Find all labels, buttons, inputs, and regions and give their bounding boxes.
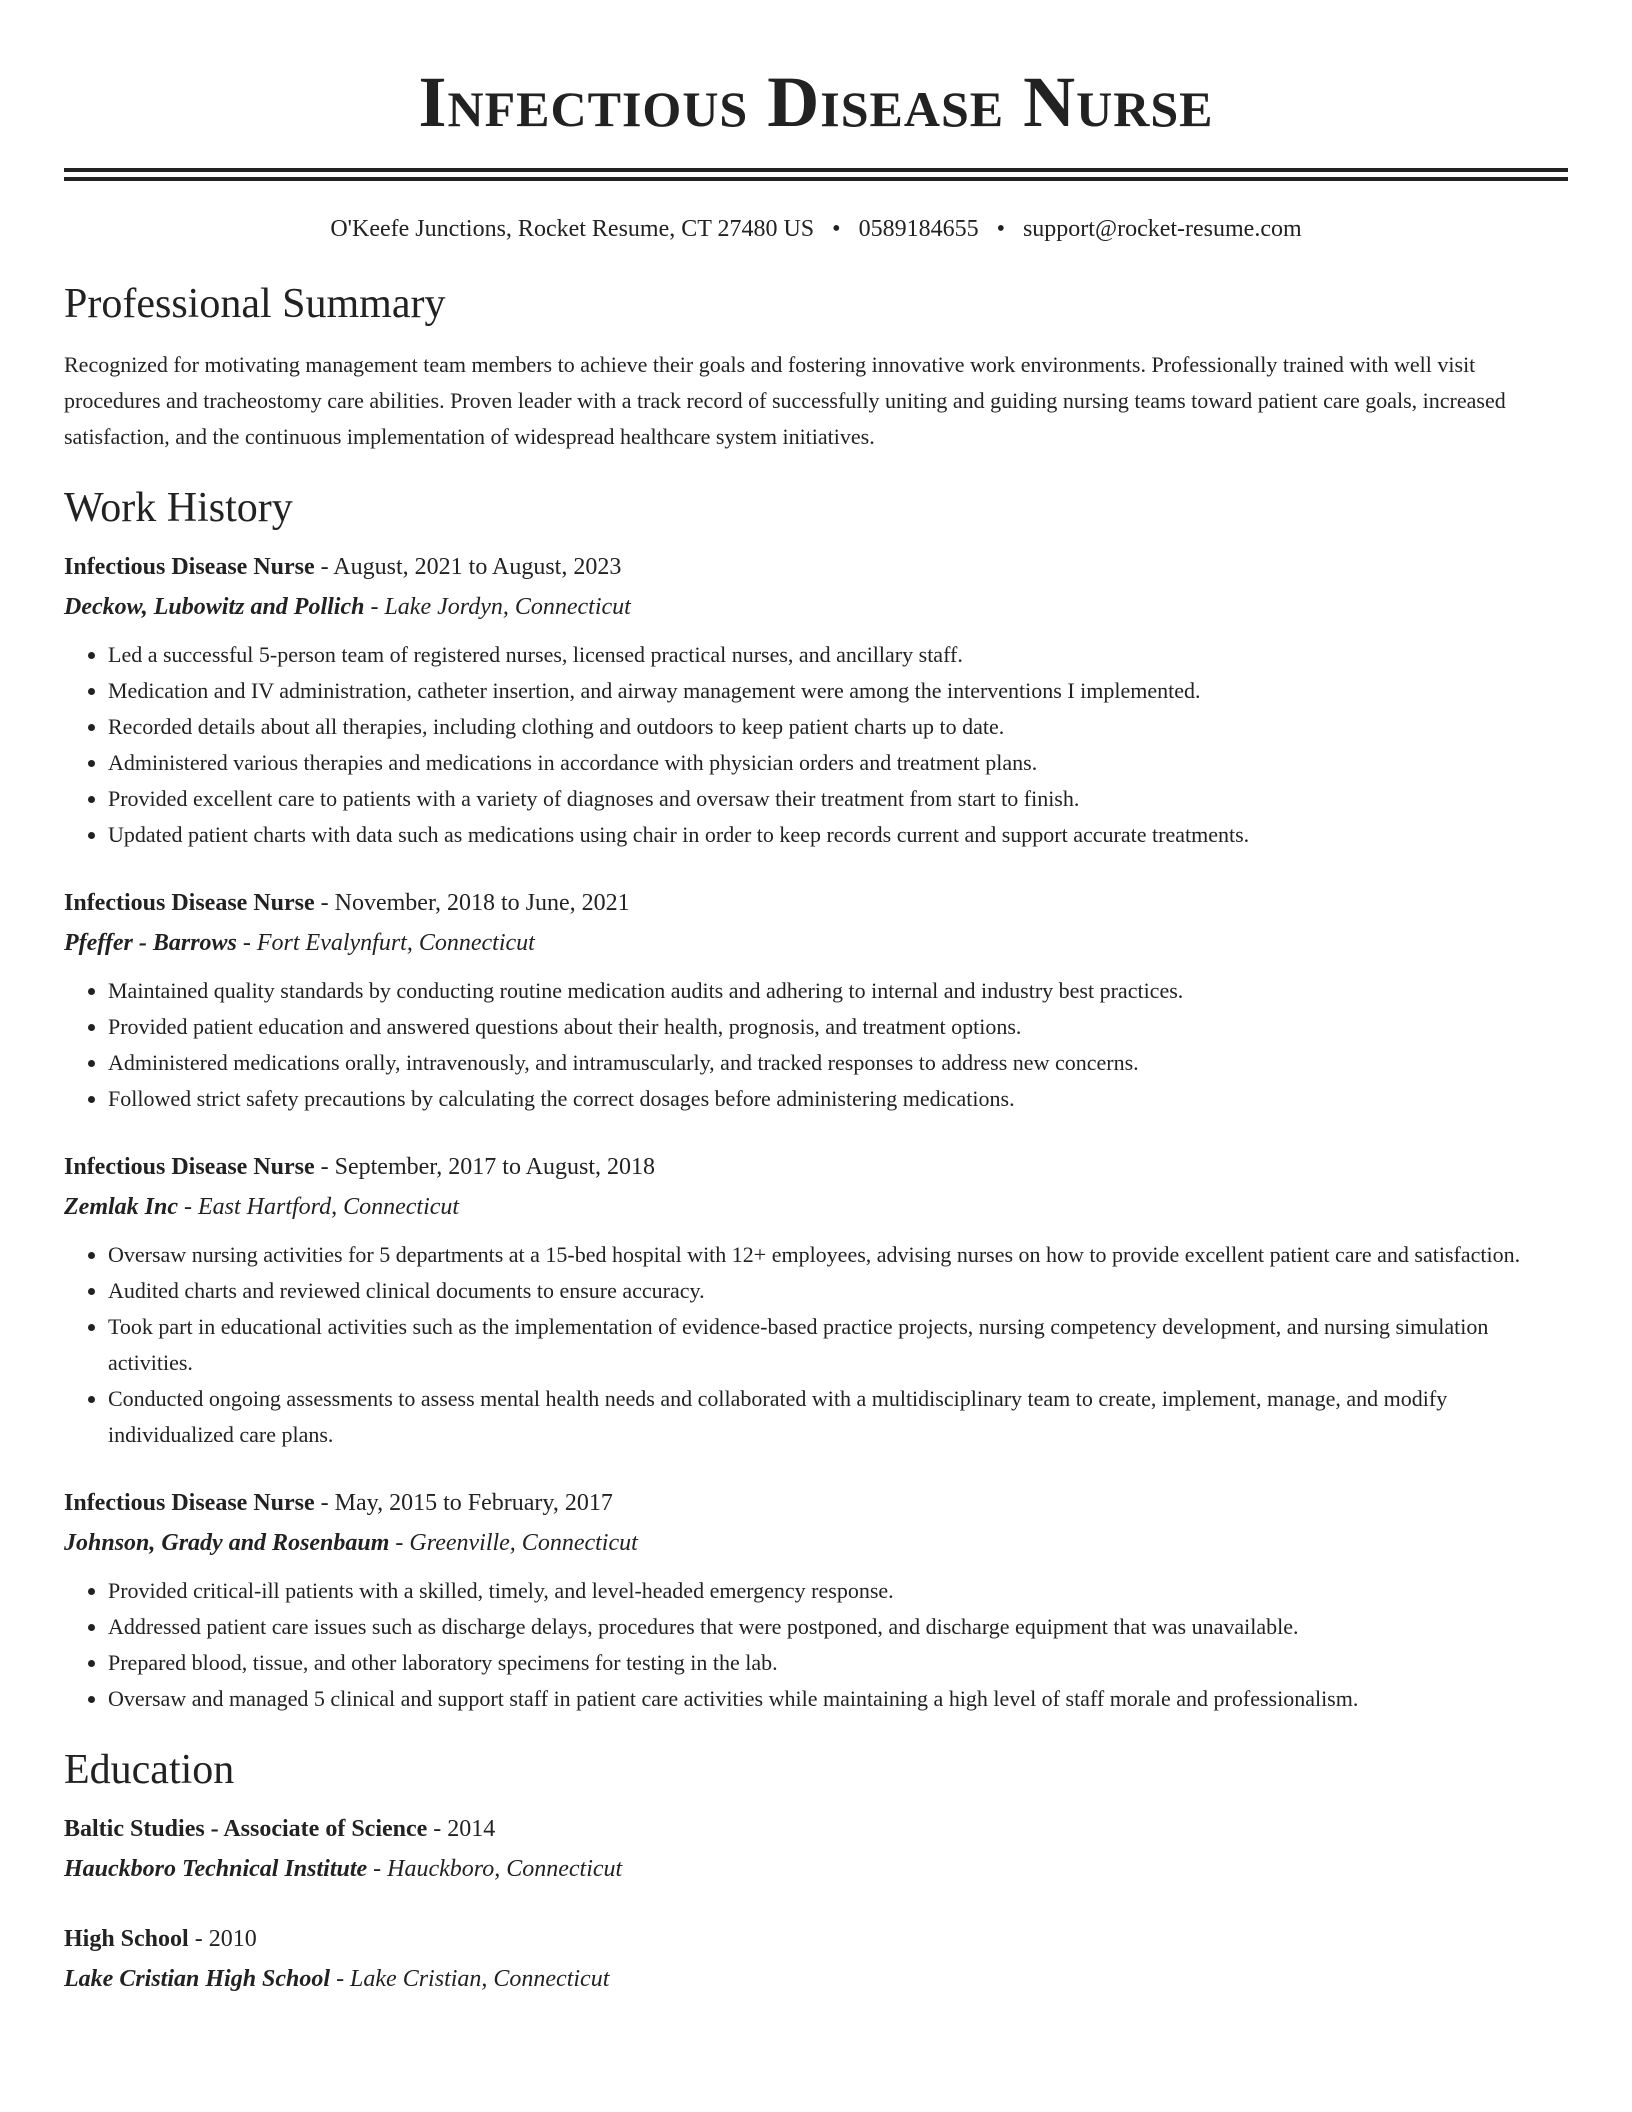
- employer-location: - Lake Jordyn, Connecticut: [364, 594, 631, 620]
- employer-location: - Fort Evalynfurt, Connecticut: [236, 930, 535, 956]
- header-rule-bottom: [64, 177, 1568, 181]
- contact-line: [64, 213, 1568, 245]
- job-bullet: • Conducted ongoing assessments to assess mental health needs and collaborated with a multidisciplinary team to create, implement, manage, and modify individualized care plans.: [108, 1381, 1568, 1453]
- job-title-line: [64, 883, 1568, 923]
- job-bullets: [64, 1573, 1568, 1717]
- degree-name: Baltic Studies - Associate of Science: [64, 1816, 428, 1842]
- job-bullets: [64, 973, 1568, 1117]
- job-dates: - September, 2017 to August, 2018: [314, 1154, 655, 1180]
- school-location: - Lake Cristian, Connecticut: [330, 1966, 610, 1992]
- employer-name: Pfeffer - Barrows: [64, 930, 237, 956]
- resume-page: [64, 0, 1568, 1999]
- school-name: Lake Cristian High School: [64, 1966, 331, 1992]
- job-title: Infectious Disease Nurse: [64, 554, 315, 580]
- work-history-heading: Work History: [64, 485, 293, 531]
- job-bullet: • Provided excellent care to patients with a variety of diagnoses and oversaw their treatment from start to finish.: [108, 781, 1568, 817]
- job-entry: [64, 1147, 1568, 1453]
- contact-separator: •: [996, 216, 1005, 242]
- job-dates: - November, 2018 to June, 2021: [314, 890, 630, 916]
- candidate-name: Infectious Disease Nurse: [418, 62, 1214, 142]
- job-bullet: • Updated patient charts with data such as medications using chair in order to keep records current and support accurate treatments.: [108, 817, 1568, 853]
- school-name: Hauckboro Technical Institute: [64, 1856, 368, 1882]
- job-entry: [64, 547, 1568, 853]
- job-bullet: • Recorded details about all therapies, including clothing and outdoors to keep patient charts up to date.: [108, 709, 1568, 745]
- degree-name: High School: [64, 1926, 189, 1952]
- job-bullets: [64, 1237, 1568, 1453]
- job-entry: [64, 883, 1568, 1117]
- job-title: Infectious Disease Nurse: [64, 1154, 315, 1180]
- job-title: Infectious Disease Nurse: [64, 890, 315, 916]
- job-bullets: [64, 637, 1568, 853]
- contact-email: support@rocket-resume.com: [1022, 216, 1302, 242]
- contact-address: O'Keefe Junctions, Rocket Resume, CT 27480 US: [330, 216, 815, 242]
- employer-location: - East Hartford, Connecticut: [178, 1194, 460, 1220]
- contact-phone: 0589184655: [858, 216, 979, 242]
- employer-line: [64, 587, 1568, 627]
- employer-line: [64, 1187, 1568, 1227]
- summary-text: Recognized for motivating management team members to achieve their goals and fostering innovative work environments. Professionally trained with well visit procedures and tracheostomy care abilities. Proven leader with a track record of successfully uniting and guiding nursing teams toward patient care goals, increased satisfaction, and the continuous implementation of widespread healthcare system initiatives.: [64, 352, 1506, 449]
- header-rule-top: [64, 168, 1568, 172]
- job-entry: [64, 1483, 1568, 1717]
- job-bullet: • Followed strict safety precautions by calculating the correct dosages before administering medications.: [108, 1081, 1568, 1117]
- job-bullet: • Oversaw and managed 5 clinical and support staff in patient care activities while maintaining a high level of staff morale and professionalism.: [108, 1681, 1568, 1717]
- school-line: [64, 1959, 1568, 1999]
- employer-line: [64, 1523, 1568, 1563]
- education-entry: [64, 1809, 1568, 1889]
- job-title: Infectious Disease Nurse: [64, 1490, 315, 1516]
- employer-name: Deckow, Lubowitz and Pollich: [64, 594, 365, 620]
- job-dates: - May, 2015 to February, 2017: [314, 1490, 613, 1516]
- contact-separator: •: [832, 216, 841, 242]
- school-line: [64, 1849, 1568, 1889]
- job-bullet: • Medication and IV administration, catheter insertion, and airway management were among the interventions I implemented.: [108, 673, 1568, 709]
- education-entry: [64, 1919, 1568, 1999]
- employer-name: Johnson, Grady and Rosenbaum: [64, 1530, 390, 1556]
- job-bullet: • Provided patient education and answered questions about their health, prognosis, and treatment options.: [108, 1009, 1568, 1045]
- degree-line: [64, 1919, 1568, 1959]
- job-bullet: • Oversaw nursing activities for 5 departments at a 15-bed hospital with 12+ employees, advising nurses on how to provide excellent patient care and satisfaction.: [108, 1237, 1568, 1273]
- degree-year: - 2014: [427, 1816, 496, 1842]
- summary-heading: Professional Summary: [64, 281, 446, 327]
- job-bullet: • Provided critical-ill patients with a skilled, timely, and level-headed emergency response.: [108, 1573, 1568, 1609]
- school-location: - Hauckboro, Connecticut: [367, 1856, 623, 1882]
- job-bullet: • Audited charts and reviewed clinical documents to ensure accuracy.: [108, 1273, 1568, 1309]
- job-bullet: • Led a successful 5-person team of registered nurses, licensed practical nurses, and ancillary staff.: [108, 637, 1568, 673]
- employer-location: - Greenville, Connecticut: [389, 1530, 638, 1556]
- job-title-line: [64, 1483, 1568, 1523]
- job-bullet: • Prepared blood, tissue, and other laboratory specimens for testing in the lab.: [108, 1645, 1568, 1681]
- job-bullet: • Took part in educational activities such as the implementation of evidence-based practice projects, nursing competency development, and nursing simulation activities.: [108, 1309, 1568, 1381]
- job-bullet: • Addressed patient care issues such as discharge delays, procedures that were postponed, and discharge equipment that was unavailable.: [108, 1609, 1568, 1645]
- job-dates: - August, 2021 to August, 2023: [314, 554, 622, 580]
- employer-line: [64, 923, 1568, 963]
- job-bullet: • Maintained quality standards by conducting routine medication audits and adhering to internal and industry best practices.: [108, 973, 1568, 1009]
- job-bullet: • Administered medications orally, intravenously, and intramuscularly, and tracked responses to address new concerns.: [108, 1045, 1568, 1081]
- job-title-line: [64, 547, 1568, 587]
- employer-name: Zemlak Inc: [64, 1194, 178, 1220]
- degree-year: - 2010: [188, 1926, 257, 1952]
- job-bullet: • Administered various therapies and medications in accordance with physician orders and treatment plans.: [108, 745, 1568, 781]
- job-title-line: [64, 1147, 1568, 1187]
- education-heading: Education: [64, 1747, 235, 1793]
- degree-line: [64, 1809, 1568, 1849]
